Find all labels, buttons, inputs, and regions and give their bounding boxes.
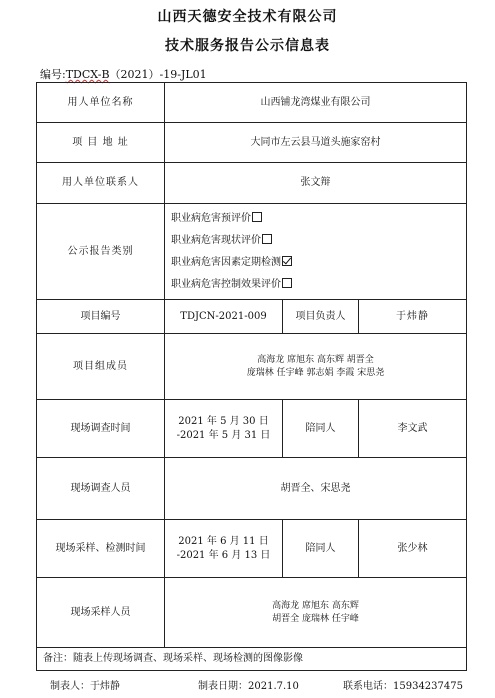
- client-value: 山西铺龙湾煤业有限公司: [165, 83, 467, 123]
- members-label: 项目组成员: [37, 334, 165, 400]
- survey-companion-label: 陪同人: [283, 400, 359, 458]
- doc-no-rest: （2021）-19-JL01: [109, 68, 207, 81]
- leader-label: 项目负责人: [283, 300, 359, 334]
- row-client: [37, 83, 467, 123]
- sampling-staff-label: 现场采样人员: [37, 578, 165, 648]
- category-option-label: 职业病危害因素定期检测: [171, 256, 281, 268]
- footer-preparer: 制表人：于炜静: [50, 681, 120, 692]
- form-title: 技术服务报告公示信息表: [165, 38, 330, 54]
- date-line: 2021 年 5 月 30 日: [178, 416, 269, 427]
- address-label: 项 目 地 址: [37, 123, 165, 163]
- doc-no-label: 编号:: [40, 68, 66, 81]
- row-survey-time: [37, 400, 467, 458]
- sampling-companion-label: 陪同人: [283, 520, 359, 578]
- category-option-status-evaluation[interactable]: [169, 230, 462, 252]
- date-line: 2021 年 6 月 11 日: [178, 536, 269, 547]
- checkbox-icon[interactable]: [262, 234, 272, 244]
- document-number: [40, 66, 207, 82]
- category-label: 公示报告类别: [37, 204, 165, 300]
- row-contact: [37, 163, 467, 204]
- project-no-value: TDJCN-2021-009: [165, 300, 283, 334]
- category-option-label: 职业病危害预评价: [171, 212, 251, 224]
- survey-time-value: [165, 400, 283, 458]
- sampling-time-value: [165, 520, 283, 578]
- date-line: -2021 年 5 月 31 日: [176, 429, 271, 441]
- project-no-label: 项目编号: [37, 300, 165, 334]
- members-line: 高海龙 席旭东 高东辉 胡晋全: [257, 355, 374, 366]
- sampling-staff-value: [165, 578, 467, 648]
- row-address: [37, 123, 467, 163]
- row-sampling-time: [37, 520, 467, 578]
- row-note: [37, 648, 467, 671]
- survey-staff-label: 现场调查人员: [37, 458, 165, 520]
- sampling-time-label: 现场采样、检测时间: [37, 520, 165, 578]
- category-option-label: 职业病危害现状评价: [171, 234, 261, 246]
- row-sampling-staff: [37, 578, 467, 648]
- survey-companion-value: 李文武: [359, 400, 467, 458]
- checkbox-checked-icon[interactable]: [282, 256, 292, 266]
- category-option-pre-evaluation[interactable]: [169, 208, 462, 230]
- row-members: [37, 334, 467, 400]
- members-line: 庞瑞林 任宇峰 郭志娟 李霞 宋思尧: [246, 367, 385, 378]
- category-option-control-evaluation[interactable]: [169, 274, 462, 296]
- row-project-no: [37, 300, 467, 334]
- doc-no-code: TDCX-B: [65, 68, 110, 81]
- checkbox-icon[interactable]: [252, 212, 262, 222]
- survey-time-label: 现场调查时间: [37, 400, 165, 458]
- category-option-periodic-testing[interactable]: [169, 252, 462, 274]
- category-option-label: 职业病危害控制效果评价: [171, 278, 281, 290]
- category-options: [165, 204, 467, 300]
- client-label: 用人单位名称: [37, 83, 165, 123]
- checkbox-icon[interactable]: [282, 278, 292, 288]
- company-title: 山西天德安全技术有限公司: [157, 9, 338, 25]
- row-category: [37, 204, 467, 300]
- sampling-staff-line: 高海龙 席旭东 高东辉: [272, 601, 359, 612]
- survey-staff-value: 胡晋全、宋思尧: [165, 458, 467, 520]
- footer-phone: 联系电话：15934237475: [343, 681, 463, 692]
- info-table: [36, 82, 467, 671]
- sampling-companion-value: 张少林: [359, 520, 467, 578]
- contact-value: 张文辩: [165, 163, 467, 204]
- row-survey-staff: [37, 458, 467, 520]
- footer-date: 制表日期：2021.7.10: [198, 681, 299, 692]
- members-value: [165, 334, 467, 400]
- note: 备注：随表上传现场调查、现场采样、现场检测的图像影像: [37, 648, 467, 671]
- contact-label: 用人单位联系人: [37, 163, 165, 204]
- sampling-staff-line: 胡晋全 庞瑞林 任宇峰: [272, 613, 359, 624]
- address-value: 大同市左云县马道头施家窑村: [165, 123, 467, 163]
- date-line: -2021 年 6 月 13 日: [176, 549, 271, 561]
- leader-value: 于炜静: [359, 300, 467, 334]
